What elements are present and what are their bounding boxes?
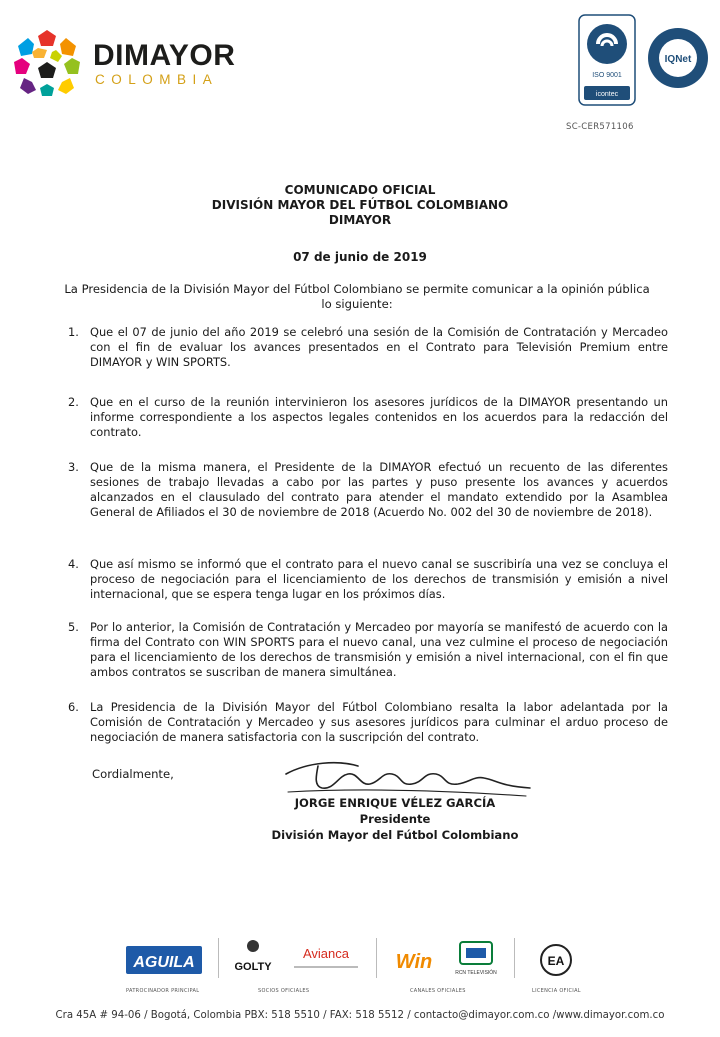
socios-caption: SOCIOS OFICIALES bbox=[258, 988, 310, 994]
avianca-wordmark: Avianca bbox=[302, 946, 350, 961]
list-item bbox=[68, 700, 668, 745]
ea-sports-logo bbox=[536, 942, 576, 978]
list-item bbox=[68, 395, 668, 440]
brand-subtitle: COLOMBIA bbox=[95, 72, 219, 87]
signer-role: Presidente bbox=[359, 812, 431, 826]
licencia-caption: LICENCIA OFICIAL bbox=[532, 988, 581, 994]
iqnet-label: IQNet bbox=[664, 54, 692, 65]
aguila-logo bbox=[126, 944, 202, 976]
iso-9001-badge bbox=[578, 14, 636, 106]
item-number: 6. bbox=[68, 700, 79, 714]
golty-wordmark: GOLTY bbox=[234, 961, 272, 973]
item-number: 2. bbox=[68, 395, 79, 409]
title-line-3: DIMAYOR bbox=[328, 213, 392, 227]
certificate-code: SC-CER571106 bbox=[566, 122, 634, 132]
item-number: 3. bbox=[68, 460, 79, 474]
item-text: Que de la misma manera, el Presidente de la DIMAYOR efectuó un recuento de las diferentes sesiones de trabajo llevadas a cabo por las partes y puso presente los avances y acuerdos alcanzados en el clausulado del contrato para atender el mandato extendido por la Asamblea General de Afiliados el 30 de noviembre de 2018 (Acuerdo No. 002 del 30 de noviembre de 2018). bbox=[90, 460, 668, 519]
item-number: 1. bbox=[68, 325, 79, 339]
handwritten-signature bbox=[278, 752, 538, 800]
signature-block bbox=[250, 795, 540, 843]
divider bbox=[218, 938, 219, 978]
win-logo bbox=[386, 946, 442, 976]
footer-contact: Cra 45A # 94-06 / Bogotá, Colombia PBX: 518 5510 / FAX: 518 5512 / contacto@dimayor.com.co /www.dimayor.com.co bbox=[55, 1010, 665, 1021]
ea-wordmark: EA bbox=[547, 954, 565, 968]
avianca-logo bbox=[286, 942, 366, 976]
iso-label: ISO 9001 bbox=[592, 72, 622, 79]
list-item bbox=[68, 557, 668, 602]
signer-organization: División Mayor del Fútbol Colombiano bbox=[271, 828, 519, 842]
title-line-2: DIVISIÓN MAYOR DEL FÚTBOL COLOMBIANO bbox=[211, 198, 509, 212]
rcn-caption: RCN TELEVISIÓN bbox=[455, 970, 497, 976]
aguila-wordmark: AGUILA bbox=[133, 954, 195, 971]
sponsors-strip bbox=[110, 932, 600, 1002]
rcn-logo bbox=[454, 940, 498, 978]
document-date: 07 de junio de 2019 bbox=[293, 250, 427, 264]
item-text: Que así mismo se informó que el contrato para el nuevo canal se suscribiría una vez se concluya el proceso de negociación para el licenciamiento de los derechos de transmisión y emisión a nivel internacional, que se espera tenga lugar en los próximos días. bbox=[90, 557, 668, 601]
win-wordmark: Win bbox=[395, 951, 433, 973]
divider bbox=[514, 938, 515, 978]
item-text: Que en el curso de la reunión intervinieron los asesores jurídicos de la DIMAYOR presentando un informe correspondiente a los aspectos legales contenidos en los acuerdos para la redacción del contrato. bbox=[90, 395, 668, 439]
item-text: Por lo anterior, la Comisión de Contratación y Mercadeo por mayoría se manifestó de acuerdo con la firma del Contrato con WIN SPORTS para el nuevo canal, una vez culmine el proceso de negociación para el licenciamiento de los derechos de transmisión y emisión a nivel internacional, con el fin que ambos contratos se suscriban de manera simultánea. bbox=[90, 620, 668, 679]
dimayor-ball-logo bbox=[4, 22, 90, 102]
iso-org: icontec bbox=[595, 91, 619, 98]
title-line-1: COMUNICADO OFICIAL bbox=[284, 183, 436, 197]
item-text: Que el 07 de junio del año 2019 se celebró una sesión de la Comisión de Contratación y Mercadeo con el fin de evaluar los avances presentados en el Contrato para Televisión Premium entre DIMAYOR y WIN SPORTS. bbox=[90, 325, 668, 369]
list-item bbox=[68, 325, 668, 370]
brand-name: DIMAYOR bbox=[93, 39, 236, 72]
aguila-caption: PATROCINADOR PRINCIPAL bbox=[126, 988, 200, 994]
intro-paragraph: La Presidencia de la División Mayor del Fútbol Colombiano se permite comunicar a la opinión pública lo siguiente: bbox=[64, 282, 650, 311]
golty-logo bbox=[228, 936, 278, 978]
list-item bbox=[68, 620, 668, 680]
item-number: 4. bbox=[68, 557, 79, 571]
signer-name: JORGE ENRIQUE VÉLEZ GARCÍA bbox=[294, 796, 496, 810]
list-item bbox=[68, 460, 668, 520]
brand bbox=[93, 40, 235, 88]
item-text: La Presidencia de la División Mayor del Fútbol Colombiano resalta la labor adelantada por la Comisión de Contratación y Mercadeo y sus asesores jurídicos para culminar el arduo proceso de negociación de manera satisfactoria con la suscripción del contrato. bbox=[90, 700, 668, 744]
item-number: 5. bbox=[68, 620, 79, 634]
canales-caption: CANALES OFICIALES bbox=[410, 988, 466, 994]
closing: Cordialmente, bbox=[92, 767, 174, 781]
iqnet-badge bbox=[646, 26, 710, 90]
divider bbox=[376, 938, 377, 978]
